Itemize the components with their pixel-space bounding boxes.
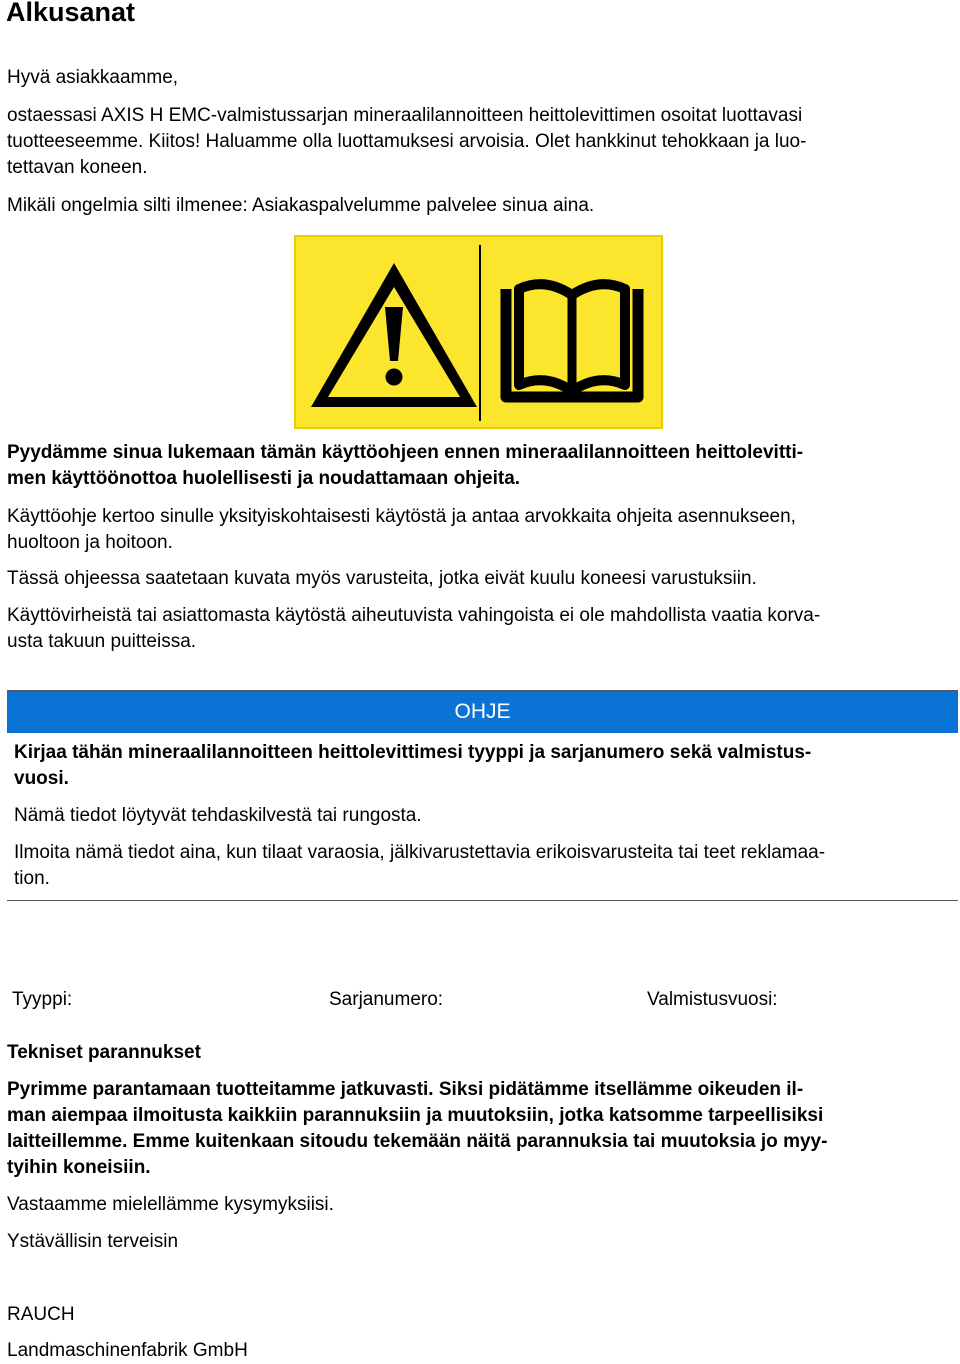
read-manual-notice-line: Pyydämme sinua lukemaan tämän käyttöohjeen ennen mineraalilannoitteen heittolevitti- <box>7 442 804 463</box>
equipment-note: Tässä ohjeessa saatetaan kuvata myös varusteita, jotka eivät kuulu koneesi varustuksiin. <box>7 568 757 589</box>
note-info-text: Nämä tiedot löytyvät tehdaskilvestä tai rungosta. <box>14 805 422 826</box>
note-label-bar: OHJE <box>7 690 958 733</box>
warranty-note-line: usta takuun puitteissa. <box>7 631 197 652</box>
improvements-heading: Tekniset parannukset <box>7 1042 201 1063</box>
note-instruction-line: vuosi. <box>14 768 69 789</box>
note-order-line: Ilmoita nämä tiedot aina, kun tilaat varaosia, jälkivarustettavia erikoisvarusteita tai teet reklamaa- <box>14 842 826 863</box>
serial-field-label: Sarjanumero: <box>329 989 444 1010</box>
manual-description-line: huoltoon ja hoitoon. <box>7 532 173 553</box>
improvements-line: tyihin koneisiin. <box>7 1157 151 1178</box>
closing-regards: Ystävällisin terveisin <box>7 1231 179 1252</box>
intro-paragraph-line: tettavan koneen. <box>7 157 148 178</box>
page-title: Alkusanat <box>6 0 136 27</box>
note-instruction-line: Kirjaa tähän mineraalilannoitteen heittolevittimesi tyyppi ja sarjanumero sekä valmistus- <box>14 742 812 763</box>
warranty-note-line: Käyttövirheistä tai asiattomasta käytöstä aiheutuvista vahingoista ei ole mahdollista vaatia korva- <box>7 605 821 626</box>
safety-sign <box>294 235 663 429</box>
intro-paragraph-line: ostaessasi AXIS H EMC-valmistussarjan mineraalilannoitteen heittolevittimen osoitat luottavasi <box>7 105 803 126</box>
improvements-line: laitteillemme. Emme kuitenkaan sitoudu tekemään näitä parannuksia tai muutoksia jo myy- <box>7 1131 828 1152</box>
manual-book-icon <box>506 284 638 397</box>
type-field-label: Tyyppi: <box>12 989 73 1010</box>
warning-triangle-icon <box>311 263 477 407</box>
company-name: RAUCH <box>7 1304 75 1325</box>
note-order-line: tion. <box>14 868 50 889</box>
read-manual-notice-line: men käyttöönottoa huolellisesti ja noudattamaan ohjeita. <box>7 468 521 489</box>
note-bottom-rule <box>7 900 958 901</box>
manual-description-line: Käyttöohje kertoo sinulle yksityiskohtaisesti käytöstä ja antaa arvokkaita ohjeita asennukseen, <box>7 506 796 527</box>
greeting: Hyvä asiakkaamme, <box>7 67 179 88</box>
intro-paragraph-line: tuotteeseemme. Kiitos! Haluamme olla luottamuksesi arvoisia. Olet hankkinut tehokkaan ja luo- <box>7 131 807 152</box>
intro-support-text: Mikäli ongelmia silti ilmenee: Asiakaspalvelumme palvelee sinua aina. <box>7 195 595 216</box>
improvements-line: Pyrimme parantamaan tuotteitamme jatkuvasti. Siksi pidätämme itsellämme oikeuden il- <box>7 1079 804 1100</box>
year-field-label: Valmistusvuosi: <box>647 989 778 1010</box>
closing-questions: Vastaamme mielellämme kysymyksiisi. <box>7 1194 334 1215</box>
company-full-name: Landmaschinenfabrik GmbH <box>7 1340 248 1361</box>
improvements-line: man aiempaa ilmoitusta kaikkiin parannuksiin ja muutoksiin, jotka katsomme tarpeellisiksi <box>7 1105 824 1126</box>
